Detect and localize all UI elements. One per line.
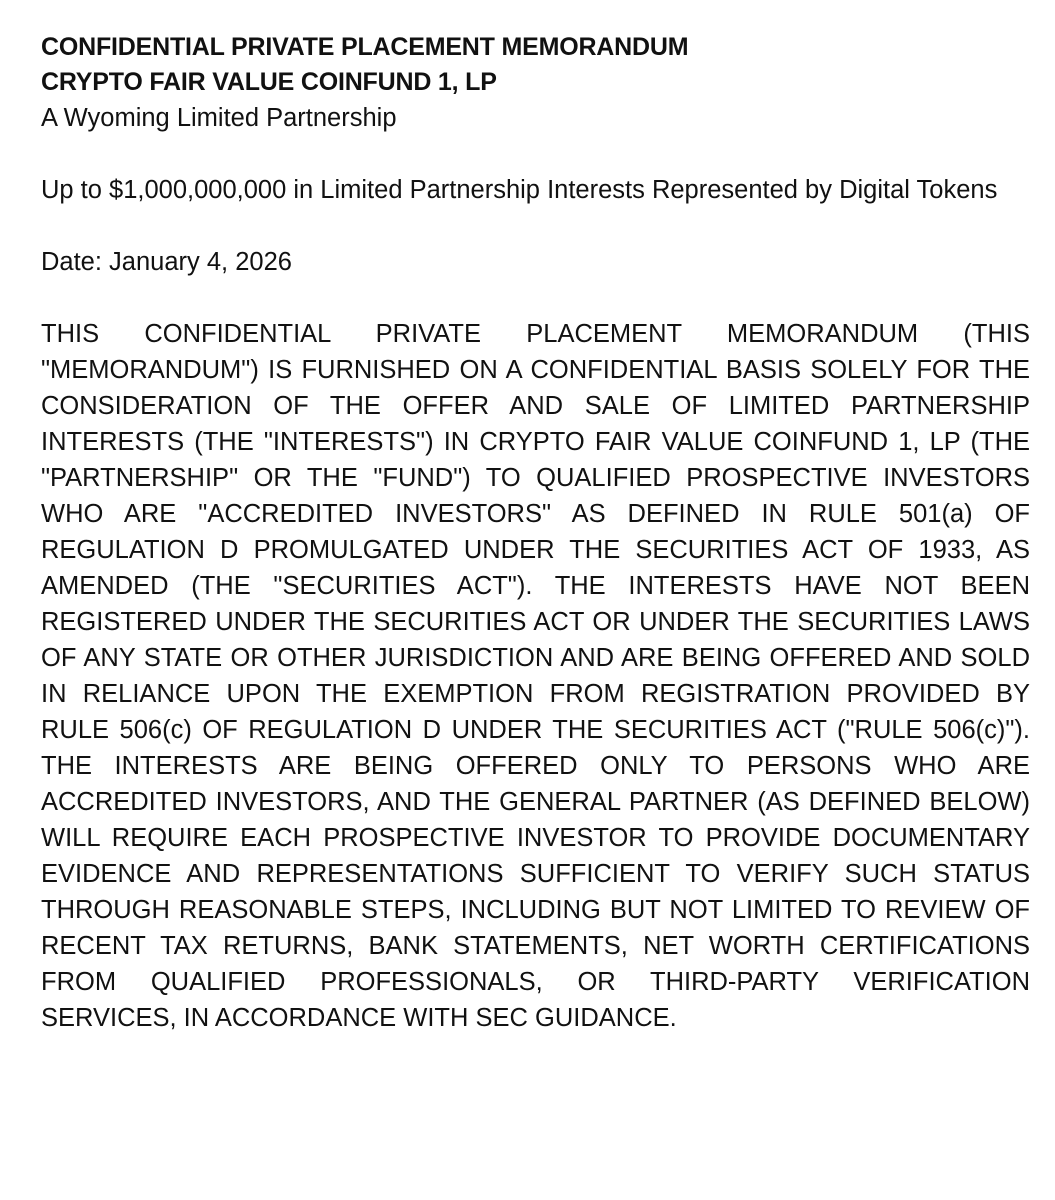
fund-name: CRYPTO FAIR VALUE COINFUND 1, LP: [41, 68, 497, 96]
memorandum-page: [41, 30, 1030, 1036]
document-title: CONFIDENTIAL PRIVATE PLACEMENT MEMORANDUM: [41, 33, 689, 61]
memorandum-date: [41, 244, 1030, 280]
offering-summary: Up to $1,000,000,000 in Limited Partnership Interests Represented by Digital Tokens: [41, 176, 998, 204]
date-label: Date:: [41, 248, 110, 276]
date-value: January 4, 2026: [109, 248, 292, 276]
confidentiality-legend: THIS CONFIDENTIAL PRIVATE PLACEMENT MEMORANDUM (THIS "MEMORANDUM") IS FURNISHED ON A CONFIDENTIAL BASIS SOLELY FOR THE CONSIDERATION OF THE OFFER AND SALE OF LIMITED PARTNERSHIP INTERESTS (THE "INTERESTS") IN CRYPTO FAIR VALUE COINFUND 1, LP (THE "PARTNERSHIP" OR THE "FUND") TO QUALIFIED PROSPECTIVE INVESTORS WHO ARE "ACCREDITED INVESTORS" AS DEFINED IN RULE 501(a) OF REGULATION D PROMULGATED UNDER THE SECURITIES ACT OF 1933, AS AMENDED (THE "SECURITIES ACT"). THE INTERESTS HAVE NOT BEEN REGISTERED UNDER THE SECURITIES ACT OR UNDER THE SECURITIES LAWS OF ANY STATE OR OTHER JURISDICTION AND ARE BEING OFFERED AND SOLD IN RELIANCE UPON THE EXEMPTION FROM REGISTRATION PROVIDED BY RULE 506(c) OF REGULATION D UNDER THE SECURITIES ACT ("RULE 506(c)"). THE INTERESTS ARE BEING OFFERED ONLY TO PERSONS WHO ARE ACCREDITED INVESTORS, AND THE GENERAL PARTNER (AS DEFINED BELOW) WILL REQUIRE EACH PROSPECTIVE INVESTOR TO PROVIDE DOCUMENTARY EVIDENCE AND REPRESENTATIONS SUFFICIENT TO VERIFY SUCH STATUS THROUGH REASONABLE STEPS, INCLUDING BUT NOT LIMITED TO REVIEW OF RECENT TAX RETURNS, BANK STATEMENTS, NET WORTH CERTIFICATIONS FROM QUALIFIED PROFESSIONALS, OR THIRD-PARTY VERIFICATION SERVICES, IN ACCORDANCE WITH SEC GUIDANCE.: [41, 320, 1030, 1032]
entity-type: A Wyoming Limited Partnership: [41, 104, 397, 132]
